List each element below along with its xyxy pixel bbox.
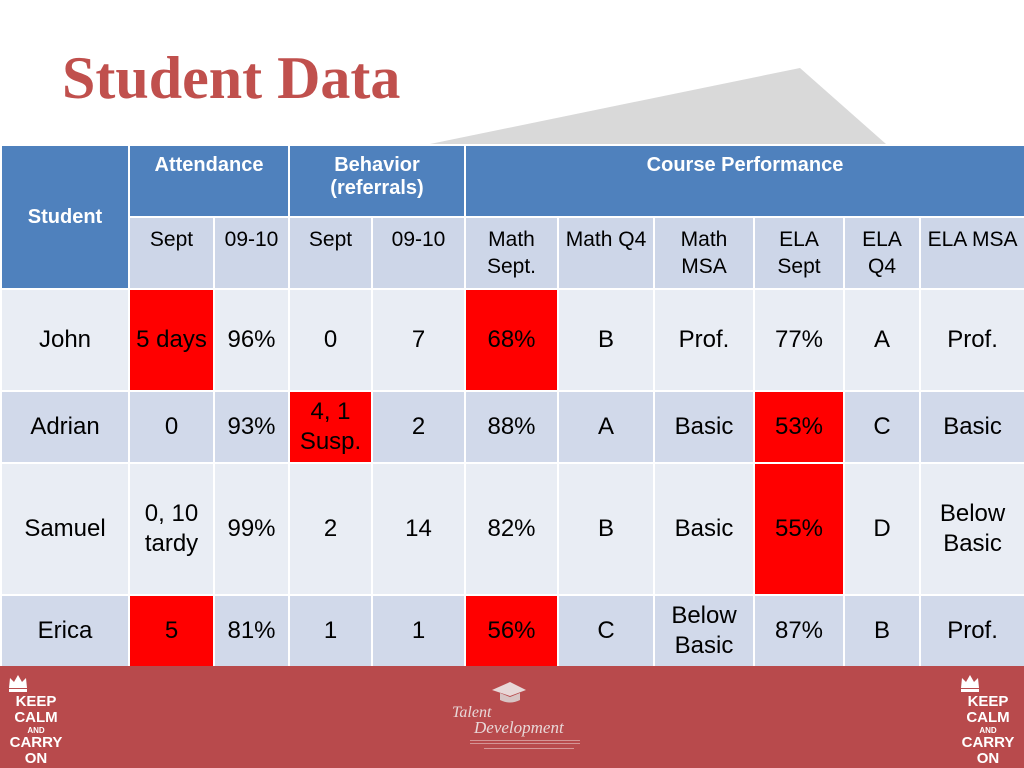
subheader: Math Sept. xyxy=(465,217,558,289)
subheader: Math MSA xyxy=(654,217,754,289)
calm-text: CALM xyxy=(966,709,1010,726)
table-cell: 68% xyxy=(465,289,558,391)
table-row xyxy=(1,289,1024,391)
subheader: 09-10 xyxy=(372,217,465,289)
subheader: ELA MSA xyxy=(920,217,1024,289)
table-cell: C xyxy=(844,391,920,463)
student-name: Samuel xyxy=(1,463,129,595)
crown-icon xyxy=(958,670,982,694)
crown-icon xyxy=(6,670,30,694)
footer-banner xyxy=(0,666,1024,768)
student-name: John xyxy=(1,289,129,391)
table-cell: 0, 10 tardy xyxy=(129,463,214,595)
subheader: ELA Q4 xyxy=(844,217,920,289)
table-cell: B xyxy=(558,463,654,595)
table-cell: Basic xyxy=(920,391,1024,463)
keep-text: KEEP xyxy=(15,693,57,710)
table-cell: Below Basic xyxy=(920,463,1024,595)
table-cell: 0 xyxy=(289,289,372,391)
table-cell: 1 xyxy=(372,595,465,667)
table-cell: 88% xyxy=(465,391,558,463)
student-header: Student xyxy=(1,145,129,289)
table-cell: 1 xyxy=(289,595,372,667)
table-cell: A xyxy=(558,391,654,463)
table-cell: B xyxy=(558,289,654,391)
course-performance-header: Course Performance xyxy=(465,145,1024,217)
subheader: Sept xyxy=(129,217,214,289)
table-cell: Below Basic xyxy=(654,595,754,667)
logo-tagline-2 xyxy=(484,748,574,749)
table-cell: 5 xyxy=(129,595,214,667)
table-cell: 96% xyxy=(214,289,289,391)
logo-line-1: Talent xyxy=(452,704,492,721)
student-data-table-wrapper xyxy=(0,144,1024,668)
subheader: 09-10 xyxy=(214,217,289,289)
table-cell: 4, 1 Susp. xyxy=(289,391,372,463)
table-cell: 99% xyxy=(214,463,289,595)
on-text: ON xyxy=(24,750,48,767)
student-data-table xyxy=(0,144,1024,668)
table-cell: D xyxy=(844,463,920,595)
table-row xyxy=(1,595,1024,667)
table-cell: Prof. xyxy=(654,289,754,391)
table-cell: 53% xyxy=(754,391,844,463)
table-cell: 7 xyxy=(372,289,465,391)
page-title: Student Data xyxy=(62,45,401,111)
table-cell: 5 days xyxy=(129,289,214,391)
talent-development-logo xyxy=(440,680,590,760)
table-cell: 56% xyxy=(465,595,558,667)
table-cell: 77% xyxy=(754,289,844,391)
student-name: Adrian xyxy=(1,391,129,463)
subheader: Math Q4 xyxy=(558,217,654,289)
logo-tagline xyxy=(470,740,580,744)
table-cell: C xyxy=(558,595,654,667)
header-row-groups xyxy=(1,145,1024,217)
table-cell: Prof. xyxy=(920,289,1024,391)
on-text: ON xyxy=(976,750,1000,767)
table-row xyxy=(1,391,1024,463)
table-cell: B xyxy=(844,595,920,667)
table-cell: 82% xyxy=(465,463,558,595)
keep-calm-badge-left xyxy=(6,670,66,767)
table-cell: Prof. xyxy=(920,595,1024,667)
carry-text: CARRY xyxy=(961,734,1015,751)
table-cell: 2 xyxy=(372,391,465,463)
table-cell: 0 xyxy=(129,391,214,463)
table-row xyxy=(1,463,1024,595)
carry-text: CARRY xyxy=(9,734,63,751)
table-cell: Basic xyxy=(654,391,754,463)
and-text: AND xyxy=(979,726,997,735)
attendance-header: Attendance xyxy=(129,145,289,217)
keep-text: KEEP xyxy=(967,693,1009,710)
subheader: ELA Sept xyxy=(754,217,844,289)
header-row-subheaders xyxy=(1,217,1024,289)
table-cell: 81% xyxy=(214,595,289,667)
keep-calm-badge-right xyxy=(958,670,1018,767)
calm-text: CALM xyxy=(14,709,58,726)
table-cell: 2 xyxy=(289,463,372,595)
logo-line-2: Development xyxy=(474,718,564,737)
table-cell: 93% xyxy=(214,391,289,463)
table-cell: A xyxy=(844,289,920,391)
table-cell: 14 xyxy=(372,463,465,595)
behavior-header: Behavior (referrals) xyxy=(289,145,465,217)
table-cell: 87% xyxy=(754,595,844,667)
and-text: AND xyxy=(27,726,45,735)
table-cell: 55% xyxy=(754,463,844,595)
table-cell: Basic xyxy=(654,463,754,595)
student-name: Erica xyxy=(1,595,129,667)
graduation-cap-icon xyxy=(488,680,528,706)
subheader: Sept xyxy=(289,217,372,289)
